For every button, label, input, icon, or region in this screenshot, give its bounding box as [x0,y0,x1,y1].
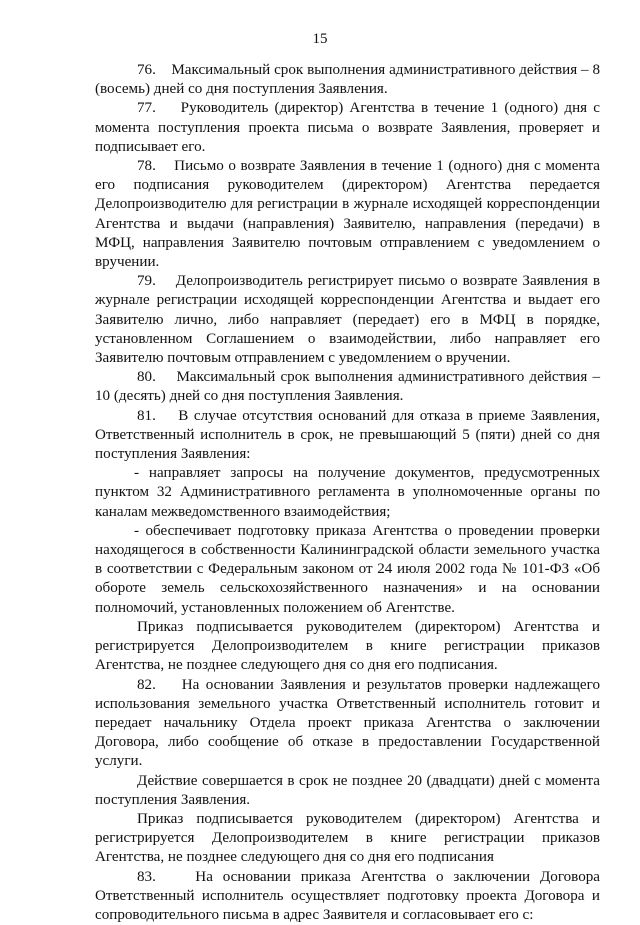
paragraph-78: 78. Письмо о возврате Заявления в течение 1 (одного) дня с момента его подписания руководителем (директором) Агентства передается Делопроизводителю для регистрации в журнале исходящей корреспонденции Агентства и выдачи (направления) Заявителю, направления (передачи) в МФЦ, направления Заявителю почтовым отправлением с уведомлением о вручении. [95,158,600,271]
paragraph-77: 77. Руководитель (директор) Агентства в течение 1 (одного) дня с момента поступления проекта письма о возврате Заявления, проверяет и подписывает его. [95,100,600,155]
paragraph-order-signing-2: Приказ подписывается руководителем (директором) Агентства и регистрируется Делопроизводителем в книге регистрации приказов Агентства, не позднее следующего дня со дня его подписания [95,810,600,866]
page-number: 15 [312,31,328,47]
paragraph-81-item-requests: - направляет запросы на получение документов, предусмотренных пунктом 32 Административного регламента в уполномоченные органы по каналам межведомственного взаимодействия; [95,465,600,520]
paragraph-82: 82. На основании Заявления и результатов проверки надлежащего использования земельного участка Ответственный исполнитель готовит и передает начальнику Отдела проект приказа Агентства о заключении Договора, либо сообщение об отказе в предоставлении Государственной услуги. [95,676,600,770]
paragraph-76: 76. Максимальный срок выполнения административного действия – 8 (восемь) дней со дня поступления Заявления. [95,62,600,98]
paragraph-80: 80. Максимальный срок выполнения административного действия – 10 (десять) дней со дня поступления Заявления. [95,369,600,405]
paragraph-deadline: Действие совершается в срок не позднее 20 (двадцати) дней с момента поступления Заявления. [95,772,600,808]
paragraph-81-item-order: - обеспечивает подготовку приказа Агентства о проведении проверки находящегося в собственности Калининградской области земельного участка в соответствии с Федеральным законом от 24 июля 2002 года № 101-ФЗ «Об обороте земель сельскохозяйственного назначения» и на основании полномочий, установленных положением об Агентстве. [95,522,600,616]
paragraph-83: 83. На основании приказа Агентства о заключении Договора Ответственный исполнитель осуществляет подготовку проекта Договора и сопроводительного письма в адрес Заявителя и согласовывает его с: [95,868,600,923]
paragraph-81: 81. В случае отсутствия оснований для отказа в приеме Заявления, Ответственный исполнитель в срок, не превышающий 5 (пяти) дней со дня поступления Заявления: [95,407,600,463]
document-body [95,61,600,925]
paragraph-79: 79. Делопроизводитель регистрирует письмо о возврате Заявления в журнале регистрации исходящей корреспонденции Агентства и выдает его Заявителю лично, либо направляет (передает) его в МФЦ в порядке, установленном Соглашением о взаимодействии, либо направляет его Заявителю почтовым отправлением с уведомлением о вручении. [95,273,600,367]
paragraph-order-signing: Приказ подписывается руководителем (директором) Агентства и регистрируется Делопроизводителем в книге регистрации приказов Агентства, не позднее следующего дня со дня его подписания. [95,618,600,674]
